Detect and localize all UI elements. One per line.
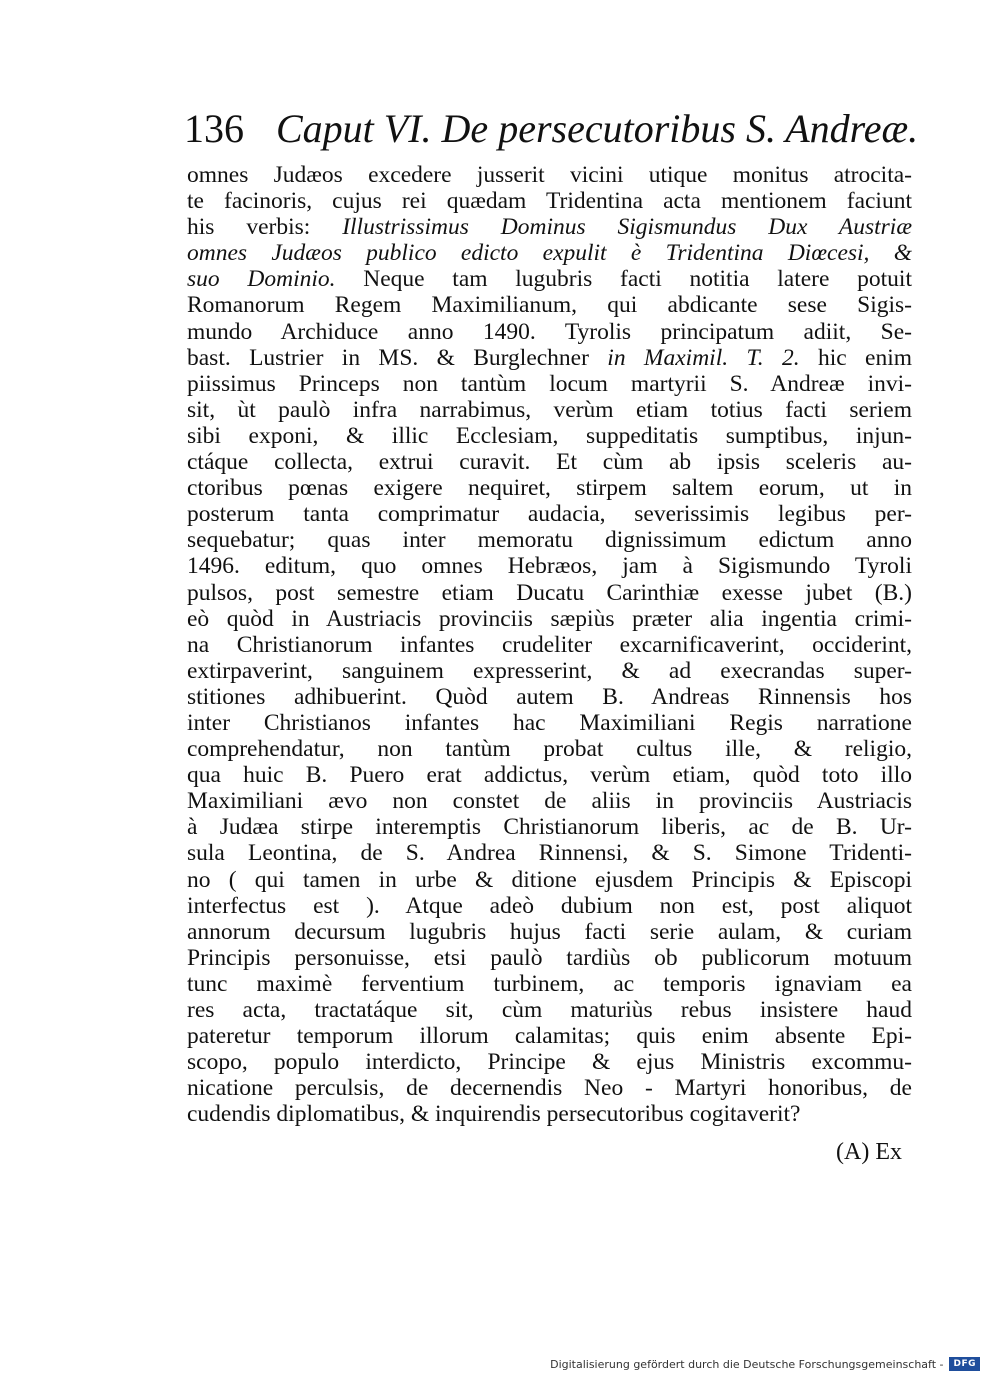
text-line bbox=[187, 893, 912, 919]
text-line bbox=[187, 475, 912, 501]
italic-text: omnes Judæos publico edicto expulit è Tridentina Diœcesi, & bbox=[187, 240, 912, 267]
line-text: nicatione perculsis, de decernendis Neo - Martyri honoribus, de bbox=[187, 1075, 912, 1102]
text-line bbox=[187, 1023, 912, 1049]
text-line bbox=[187, 814, 912, 840]
line-text: extirpaverint, sanguinem expresserint, & ad execrandas super- bbox=[187, 657, 912, 684]
line-text: qua huic B. Puero erat addictus, verùm etiam, quòd toto illo bbox=[187, 762, 912, 789]
text-line bbox=[187, 423, 912, 449]
line-text: eò quòd in Austriacis provinciis sæpiùs præter alia ingentia crimi- bbox=[187, 605, 912, 632]
credit-text: Digitalisierung gefördert durch die Deutsche Forschungsgemeinschaft - bbox=[550, 1357, 944, 1371]
line-text: his verbis: bbox=[187, 214, 343, 241]
line-text: stitiones adhibuerint. Quòd autem B. Andreas Rinnensis hos bbox=[187, 683, 912, 710]
text-line bbox=[187, 736, 912, 762]
line-text: sequebatur; quas inter memoratu dignissimum edictum anno bbox=[187, 527, 912, 554]
text-line bbox=[187, 266, 912, 292]
text-line bbox=[187, 919, 912, 945]
text-line bbox=[187, 945, 912, 971]
line-text: ctoribus pœnas exigere nequiret, stirpem saltem eorum, ut in bbox=[187, 475, 912, 502]
digitization-credit bbox=[550, 1353, 980, 1375]
line-text: pateretur temporum illorum calamitas; quis enim absente Epi- bbox=[187, 1023, 912, 1050]
text-line bbox=[187, 240, 912, 266]
text-line bbox=[187, 1101, 912, 1127]
line-text: te facinoris, cujus rei quædam Tridentina acta mentionem faciunt bbox=[187, 188, 912, 215]
text-line bbox=[187, 1049, 912, 1075]
text-line bbox=[187, 1075, 912, 1101]
italic-text: Illustrissimus Dominus Sigismundus Dux Austriæ bbox=[342, 214, 912, 241]
page-header bbox=[184, 104, 919, 154]
text-line bbox=[187, 371, 912, 397]
line-text: hic enim bbox=[799, 344, 913, 371]
text-line bbox=[187, 997, 912, 1023]
page-number: 136 bbox=[184, 106, 244, 151]
text-line bbox=[187, 214, 912, 240]
dfg-logo: DFG bbox=[949, 1357, 980, 1371]
text-line bbox=[187, 292, 912, 318]
line-text: à Judæa stirpe interemptis Christianorum liberis, ac de B. Ur- bbox=[187, 814, 912, 841]
line-text: na Christianorum infantes crudeliter excarnificaverint, occiderint, bbox=[187, 631, 912, 658]
line-text: scopo, populo interdicto, Principe & ejus Ministris excommu- bbox=[187, 1049, 912, 1076]
text-line bbox=[187, 188, 912, 214]
line-text: sit, ùt paulò infra narrabimus, verùm etiam totius facti seriem bbox=[187, 396, 912, 423]
line-text: inter Christianos infantes hac Maximiliani Regis narratione bbox=[187, 709, 912, 736]
text-line bbox=[187, 553, 912, 579]
line-text: mundo Archiduce anno 1490. Tyrolis principatum adiit, Se- bbox=[187, 318, 912, 345]
line-text: tunc maximè ferventium turbinem, ac temporis ignaviam ea bbox=[187, 970, 912, 997]
line-text: comprehendatur, non tantùm probat cultus ille, & religio, bbox=[187, 736, 912, 763]
running-head: Caput VI. De persecutoribus S. Andreæ. bbox=[276, 106, 919, 151]
line-text: Romanorum Regem Maximilianum, qui abdicante sese Sigis- bbox=[187, 292, 912, 319]
text-line bbox=[187, 449, 912, 475]
text-line bbox=[187, 710, 912, 736]
text-line bbox=[187, 788, 912, 814]
line-text: pulsos, post semestre etiam Ducatu Carinthiæ exesse jubet (B.) bbox=[187, 579, 912, 606]
text-line bbox=[187, 162, 912, 188]
catchword: (A) Ex bbox=[836, 1139, 902, 1165]
text-line bbox=[187, 319, 912, 345]
text-line bbox=[187, 606, 912, 632]
line-text: Principis personuisse, etsi paulò tardiùs ob publicorum motuum bbox=[187, 944, 912, 971]
text-line bbox=[187, 684, 912, 710]
line-text: annorum decursum lugubris hujus facti serie aulam, & curiam bbox=[187, 918, 912, 945]
text-line bbox=[187, 840, 912, 866]
line-text: no ( qui tamen in urbe & ditione ejusdem Principis & Episcopi bbox=[187, 866, 912, 893]
italic-text: in Maximil. T. 2. bbox=[607, 344, 800, 371]
text-line bbox=[187, 397, 912, 423]
line-text: ctáque collecta, extrui curavit. Et cùm ab ipsis sceleris au- bbox=[187, 449, 912, 476]
text-line bbox=[187, 345, 912, 371]
body-text bbox=[187, 162, 912, 1127]
line-text: bast. Lustrier in MS. & Burglechner bbox=[187, 344, 608, 371]
text-line bbox=[187, 632, 912, 658]
italic-text: suo Dominio. bbox=[187, 266, 336, 293]
line-text: posterum tanta comprimatur audacia, severissimis legibus per- bbox=[187, 501, 912, 528]
line-text: cudendis diplomatibus, & inquirendis persecutoribus cogitaverit? bbox=[187, 1101, 801, 1128]
line-text: piissimus Princeps non tantùm locum martyrii S. Andreæ invi- bbox=[187, 370, 912, 397]
line-text: Neque tam lugubris facti notitia latere potuit bbox=[335, 266, 912, 293]
text-line bbox=[187, 762, 912, 788]
line-text: Maximiliani ævo non constet de aliis in provinciis Austriacis bbox=[187, 788, 912, 815]
text-line bbox=[187, 527, 912, 553]
text-line bbox=[187, 658, 912, 684]
line-text: sibi exponi, & illic Ecclesiam, suppeditatis sumptibus, injun- bbox=[187, 422, 912, 449]
text-line bbox=[187, 501, 912, 527]
text-line bbox=[187, 580, 912, 606]
line-text: interfectus est ). Atque adeò dubium non est, post aliquot bbox=[187, 892, 912, 919]
line-text: omnes Judæos excedere jusserit vicini utique monitus atrocita- bbox=[187, 162, 912, 188]
line-text: sula Leontina, de S. Andrea Rinnensi, & S. Simone Tridenti- bbox=[187, 840, 912, 867]
line-text: 1496. editum, quo omnes Hebræos, jam à Sigismundo Tyroli bbox=[187, 553, 912, 580]
text-line bbox=[187, 971, 912, 997]
text-line bbox=[187, 867, 912, 893]
line-text: res acta, tractatáque sit, cùm maturiùs rebus insistere haud bbox=[187, 997, 912, 1023]
